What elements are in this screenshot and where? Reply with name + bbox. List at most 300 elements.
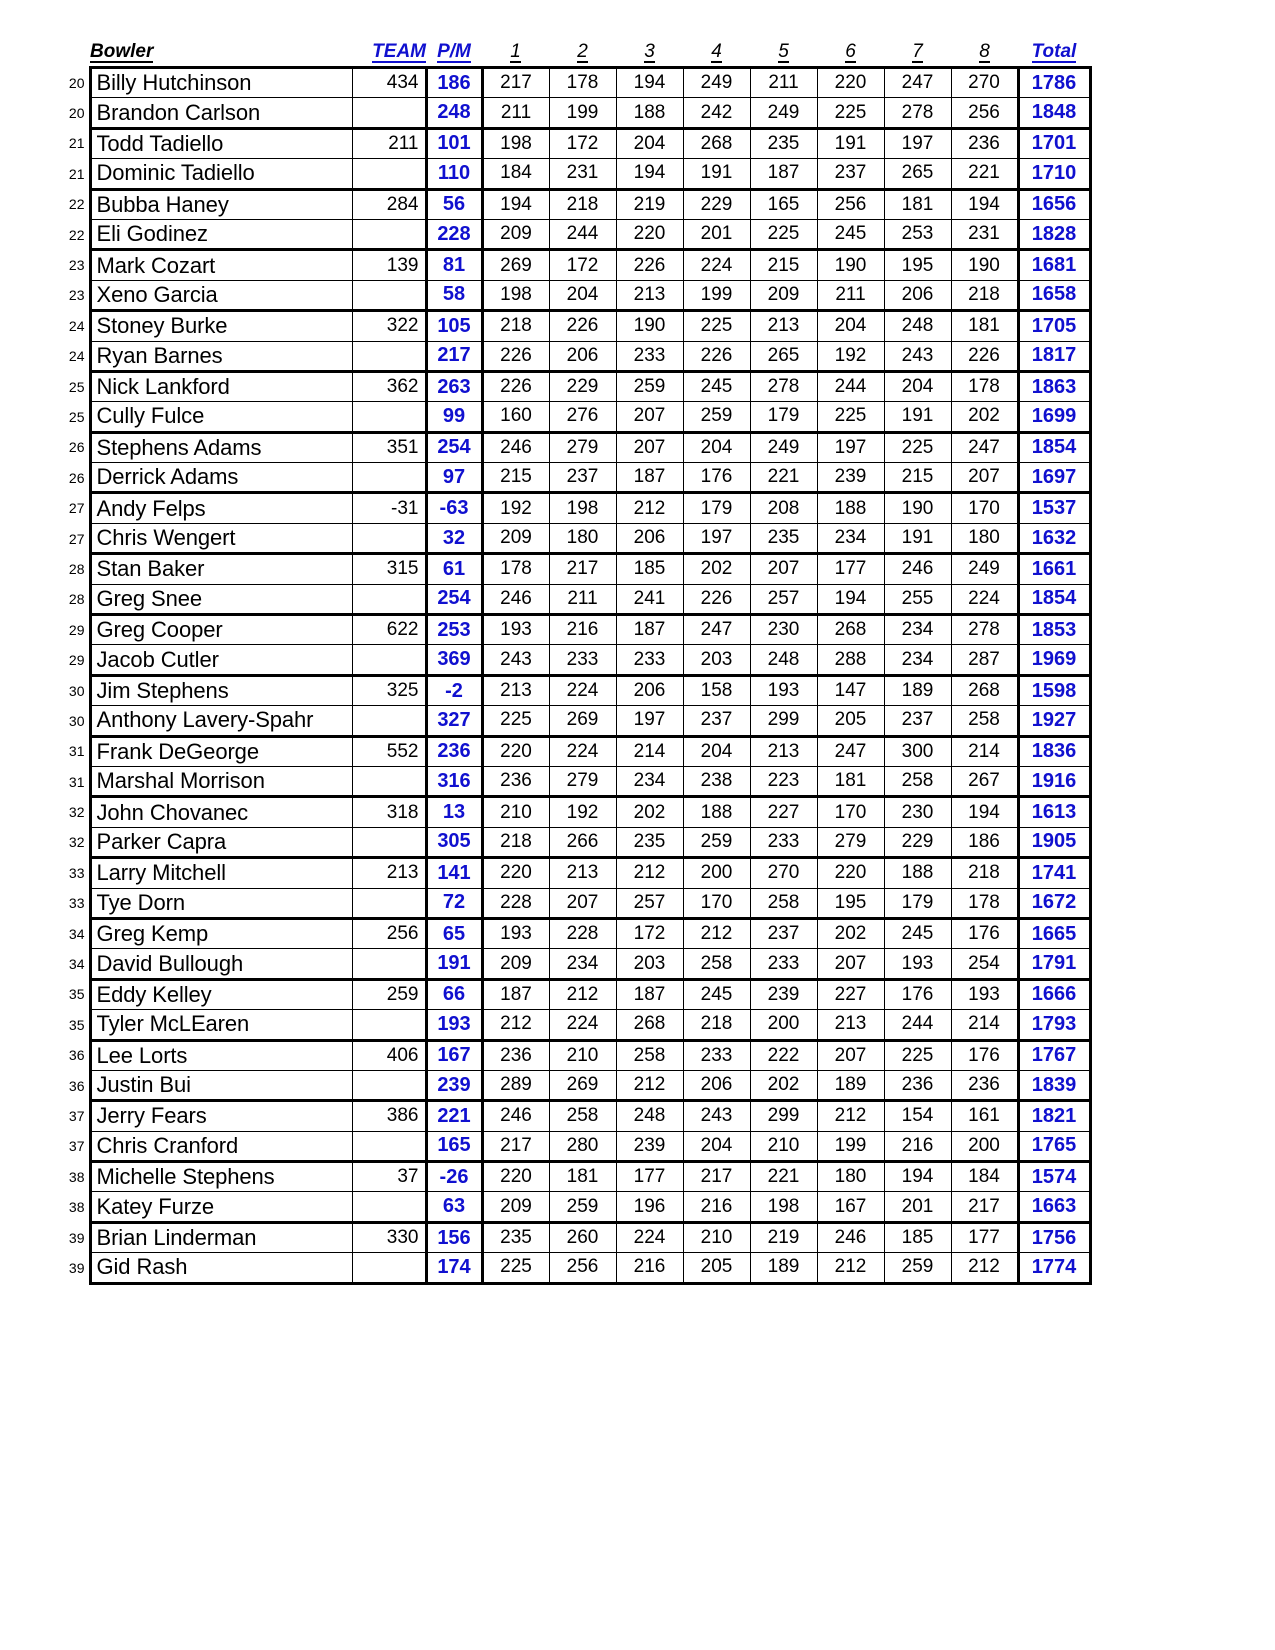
row-plus-minus: 239: [426, 1070, 482, 1100]
table-row: [62, 827, 1090, 857]
table-row: [62, 523, 1090, 553]
row-game-7: 216: [884, 1131, 951, 1161]
row-total: 1786: [1018, 68, 1090, 98]
row-total: 1848: [1018, 98, 1090, 128]
row-game-3: 219: [616, 189, 683, 219]
table-row: [62, 645, 1090, 675]
row-bowler-name: Stephens Adams: [90, 432, 352, 462]
row-game-6: 212: [817, 1253, 884, 1283]
row-game-8: 247: [951, 432, 1018, 462]
header-game-4[interactable]: [683, 38, 750, 68]
row-game-8: 178: [951, 371, 1018, 401]
row-game-4: 191: [683, 159, 750, 189]
row-game-8: 270: [951, 68, 1018, 98]
row-game-5: 239: [750, 979, 817, 1009]
bowling-scores-table: [62, 38, 1092, 1285]
row-game-7: 179: [884, 888, 951, 918]
row-game-3: 216: [616, 1253, 683, 1283]
row-game-8: 186: [951, 827, 1018, 857]
row-game-2: 207: [549, 888, 616, 918]
row-bowler-name: Stan Baker: [90, 554, 352, 584]
row-game-8: 181: [951, 311, 1018, 341]
row-total: 1658: [1018, 280, 1090, 310]
row-team-score: -31: [352, 493, 426, 523]
row-game-1: 289: [482, 1070, 549, 1100]
row-game-2: 212: [549, 979, 616, 1009]
row-rank: 25: [68, 378, 85, 395]
row-rank: 36: [68, 1047, 85, 1064]
header-total[interactable]: [1018, 38, 1090, 68]
row-game-6: 227: [817, 979, 884, 1009]
row-game-7: 253: [884, 219, 951, 249]
row-game-6: 247: [817, 736, 884, 766]
row-rank: 28: [68, 591, 85, 608]
row-team-score: [352, 523, 426, 553]
row-team-score: [352, 827, 426, 857]
row-game-8: 278: [951, 615, 1018, 645]
table-row: [62, 159, 1090, 189]
row-plus-minus: 65: [426, 918, 482, 948]
row-game-1: 187: [482, 979, 549, 1009]
row-bowler-name: Jim Stephens: [90, 675, 352, 705]
row-game-1: 236: [482, 1040, 549, 1070]
row-plus-minus: 174: [426, 1253, 482, 1283]
row-game-6: 191: [817, 128, 884, 158]
table-row: [62, 280, 1090, 310]
row-game-2: 260: [549, 1222, 616, 1252]
row-game-7: 244: [884, 1010, 951, 1040]
row-game-3: 187: [616, 979, 683, 1009]
row-game-8: 268: [951, 675, 1018, 705]
row-rank: 29: [68, 652, 85, 669]
row-game-3: 194: [616, 159, 683, 189]
row-game-5: 258: [750, 888, 817, 918]
row-game-6: 225: [817, 98, 884, 128]
row-game-5: 227: [750, 797, 817, 827]
row-game-1: 198: [482, 128, 549, 158]
row-team-score: 330: [352, 1222, 426, 1252]
row-plus-minus: 101: [426, 128, 482, 158]
row-game-8: 180: [951, 523, 1018, 553]
row-game-5: 207: [750, 554, 817, 584]
header-game-5-label: 5: [778, 40, 789, 62]
row-game-7: 225: [884, 432, 951, 462]
row-total: 1632: [1018, 523, 1090, 553]
row-rank: 35: [68, 986, 85, 1003]
row-team-score: [352, 219, 426, 249]
table-row: [62, 189, 1090, 219]
row-game-2: 211: [549, 584, 616, 614]
row-game-5: 200: [750, 1010, 817, 1040]
row-game-3: 212: [616, 493, 683, 523]
row-game-2: 206: [549, 341, 616, 371]
row-game-7: 185: [884, 1222, 951, 1252]
row-team-score: 37: [352, 1162, 426, 1192]
row-game-1: 212: [482, 1010, 549, 1040]
row-game-3: 207: [616, 432, 683, 462]
header-team[interactable]: [352, 38, 426, 68]
row-rank: 32: [68, 804, 85, 821]
row-bowler-name: Jacob Cutler: [90, 645, 352, 675]
table-row: [62, 402, 1090, 432]
row-game-4: 210: [683, 1222, 750, 1252]
row-plus-minus: 99: [426, 402, 482, 432]
row-rank: 38: [68, 1199, 85, 1216]
row-game-8: 190: [951, 250, 1018, 280]
row-game-1: 217: [482, 1131, 549, 1161]
row-bowler-name: Greg Cooper: [90, 615, 352, 645]
row-rank: 31: [68, 743, 85, 760]
row-game-4: 199: [683, 280, 750, 310]
row-game-1: 210: [482, 797, 549, 827]
row-game-5: 202: [750, 1070, 817, 1100]
row-game-2: 224: [549, 1010, 616, 1040]
table-row: [62, 1131, 1090, 1161]
row-game-4: 237: [683, 706, 750, 736]
row-plus-minus: 248: [426, 98, 482, 128]
row-game-8: 221: [951, 159, 1018, 189]
row-game-3: 257: [616, 888, 683, 918]
row-game-5: 265: [750, 341, 817, 371]
row-game-5: 198: [750, 1192, 817, 1222]
row-plus-minus: 105: [426, 311, 482, 341]
row-game-2: 204: [549, 280, 616, 310]
table-row: [62, 128, 1090, 158]
row-game-1: 193: [482, 615, 549, 645]
row-bowler-name: Stoney Burke: [90, 311, 352, 341]
row-game-8: 170: [951, 493, 1018, 523]
row-game-7: 225: [884, 1040, 951, 1070]
row-rank: 27: [68, 530, 85, 547]
row-game-4: 206: [683, 1070, 750, 1100]
row-total: 1663: [1018, 1192, 1090, 1222]
row-game-6: 234: [817, 523, 884, 553]
row-game-4: 217: [683, 1162, 750, 1192]
row-total: 1765: [1018, 1131, 1090, 1161]
row-game-8: 267: [951, 766, 1018, 796]
row-game-7: 278: [884, 98, 951, 128]
row-game-2: 244: [549, 219, 616, 249]
row-game-6: 189: [817, 1070, 884, 1100]
row-game-5: 249: [750, 98, 817, 128]
row-game-7: 245: [884, 918, 951, 948]
row-game-8: 218: [951, 858, 1018, 888]
row-rank: 28: [68, 560, 85, 577]
row-total: 1656: [1018, 189, 1090, 219]
row-game-8: 202: [951, 402, 1018, 432]
table-row: [62, 1253, 1090, 1283]
row-team-score: 434: [352, 68, 426, 98]
row-game-4: 233: [683, 1040, 750, 1070]
row-game-3: 207: [616, 402, 683, 432]
row-bowler-name: Derrick Adams: [90, 463, 352, 493]
row-game-4: 197: [683, 523, 750, 553]
row-game-7: 248: [884, 311, 951, 341]
row-bowler-name: Dominic Tadiello: [90, 159, 352, 189]
row-game-1: 215: [482, 463, 549, 493]
row-game-2: 279: [549, 432, 616, 462]
row-rank: 39: [68, 1229, 85, 1246]
row-game-7: 181: [884, 189, 951, 219]
row-game-2: 210: [549, 1040, 616, 1070]
row-game-1: 225: [482, 706, 549, 736]
row-game-7: 258: [884, 766, 951, 796]
row-plus-minus: 167: [426, 1040, 482, 1070]
row-game-6: 194: [817, 584, 884, 614]
row-team-score: 552: [352, 736, 426, 766]
header-game-8[interactable]: [951, 38, 1018, 68]
row-game-3: 172: [616, 918, 683, 948]
row-game-4: 238: [683, 766, 750, 796]
header-game-2-label: 2: [577, 40, 588, 62]
row-game-5: 209: [750, 280, 817, 310]
row-game-7: 246: [884, 554, 951, 584]
row-game-2: 237: [549, 463, 616, 493]
row-team-score: [352, 888, 426, 918]
row-game-2: 181: [549, 1162, 616, 1192]
row-game-3: 214: [616, 736, 683, 766]
table-row: [62, 1070, 1090, 1100]
table-body: [62, 68, 1090, 1284]
header-game-6[interactable]: [817, 38, 884, 68]
row-game-3: 212: [616, 858, 683, 888]
row-game-1: 220: [482, 1162, 549, 1192]
row-game-5: 221: [750, 463, 817, 493]
row-game-6: 181: [817, 766, 884, 796]
row-game-1: 226: [482, 341, 549, 371]
row-plus-minus: 228: [426, 219, 482, 249]
row-game-3: 197: [616, 706, 683, 736]
row-team-score: 622: [352, 615, 426, 645]
row-game-3: 235: [616, 827, 683, 857]
row-bowler-name: Anthony Lavery-Spahr: [90, 706, 352, 736]
row-game-8: 214: [951, 1010, 1018, 1040]
row-game-2: 259: [549, 1192, 616, 1222]
row-bowler-name: Gid Rash: [90, 1253, 352, 1283]
row-game-4: 247: [683, 615, 750, 645]
row-bowler-name: Cully Fulce: [90, 402, 352, 432]
row-total: 1854: [1018, 584, 1090, 614]
row-game-4: 204: [683, 736, 750, 766]
row-game-7: 197: [884, 128, 951, 158]
row-game-4: 204: [683, 432, 750, 462]
row-game-5: 215: [750, 250, 817, 280]
row-game-4: 188: [683, 797, 750, 827]
table-row: [62, 371, 1090, 401]
row-game-7: 215: [884, 463, 951, 493]
row-game-5: 230: [750, 615, 817, 645]
row-rank: 25: [68, 408, 85, 425]
row-game-7: 234: [884, 615, 951, 645]
row-rank: 33: [68, 864, 85, 881]
row-rank: 36: [68, 1077, 85, 1094]
row-game-3: 233: [616, 645, 683, 675]
row-bowler-name: Justin Bui: [90, 1070, 352, 1100]
row-plus-minus: 32: [426, 523, 482, 553]
row-bowler-name: Larry Mitchell: [90, 858, 352, 888]
row-game-8: 212: [951, 1253, 1018, 1283]
row-bowler-name: Chris Wengert: [90, 523, 352, 553]
row-game-5: 299: [750, 1101, 817, 1131]
table-row: [62, 341, 1090, 371]
row-rank: 31: [68, 773, 85, 790]
row-plus-minus: 72: [426, 888, 482, 918]
row-total: 1574: [1018, 1162, 1090, 1192]
row-game-1: 246: [482, 584, 549, 614]
row-game-8: 231: [951, 219, 1018, 249]
row-team-score: [352, 706, 426, 736]
row-game-2: 199: [549, 98, 616, 128]
row-game-4: 204: [683, 1131, 750, 1161]
row-game-3: 259: [616, 371, 683, 401]
table-row: [62, 250, 1090, 280]
row-game-1: 209: [482, 523, 549, 553]
header-rank: [62, 38, 90, 68]
row-game-3: 206: [616, 675, 683, 705]
row-bowler-name: Greg Snee: [90, 584, 352, 614]
row-rank: 24: [68, 348, 85, 365]
row-game-1: 246: [482, 432, 549, 462]
row-game-7: 255: [884, 584, 951, 614]
table-row: [62, 918, 1090, 948]
row-game-1: 209: [482, 219, 549, 249]
table-row: [62, 766, 1090, 796]
row-plus-minus: 305: [426, 827, 482, 857]
row-rank: 22: [68, 196, 85, 213]
row-team-score: 386: [352, 1101, 426, 1131]
row-game-7: 191: [884, 402, 951, 432]
row-team-score: [352, 949, 426, 979]
row-game-4: 229: [683, 189, 750, 219]
row-game-1: 198: [482, 280, 549, 310]
header-game-7[interactable]: [884, 38, 951, 68]
row-game-5: 213: [750, 736, 817, 766]
row-game-2: 266: [549, 827, 616, 857]
row-game-4: 202: [683, 554, 750, 584]
row-game-2: 256: [549, 1253, 616, 1283]
row-game-3: 190: [616, 311, 683, 341]
row-game-2: 180: [549, 523, 616, 553]
row-game-8: 176: [951, 1040, 1018, 1070]
row-game-2: 234: [549, 949, 616, 979]
row-game-2: 172: [549, 250, 616, 280]
row-game-7: 189: [884, 675, 951, 705]
row-game-8: 218: [951, 280, 1018, 310]
row-game-1: 225: [482, 1253, 549, 1283]
row-game-1: 243: [482, 645, 549, 675]
row-game-7: 201: [884, 1192, 951, 1222]
row-game-3: 233: [616, 341, 683, 371]
row-team-score: [352, 341, 426, 371]
table-row: [62, 1040, 1090, 1070]
header-game-1[interactable]: [482, 38, 549, 68]
header-game-5[interactable]: [750, 38, 817, 68]
row-game-6: 220: [817, 858, 884, 888]
row-rank: 37: [68, 1138, 85, 1155]
row-team-score: [352, 402, 426, 432]
row-game-4: 218: [683, 1010, 750, 1040]
row-game-4: 170: [683, 888, 750, 918]
row-bowler-name: Parker Capra: [90, 827, 352, 857]
row-plus-minus: 66: [426, 979, 482, 1009]
row-game-1: 218: [482, 827, 549, 857]
row-game-7: 190: [884, 493, 951, 523]
row-game-3: 196: [616, 1192, 683, 1222]
table-header: [62, 38, 1090, 68]
header-pm[interactable]: [426, 38, 482, 68]
row-game-6: 237: [817, 159, 884, 189]
header-game-2[interactable]: [549, 38, 616, 68]
row-game-2: 228: [549, 918, 616, 948]
row-plus-minus: 254: [426, 432, 482, 462]
row-game-3: 187: [616, 463, 683, 493]
header-bowler[interactable]: [90, 38, 352, 68]
row-game-7: 243: [884, 341, 951, 371]
table-row: [62, 219, 1090, 249]
row-game-4: 200: [683, 858, 750, 888]
row-game-4: 268: [683, 128, 750, 158]
header-row: [62, 38, 1090, 68]
row-plus-minus: 316: [426, 766, 482, 796]
table-row: [62, 888, 1090, 918]
row-total: 1821: [1018, 1101, 1090, 1131]
row-game-4: 179: [683, 493, 750, 523]
row-game-7: 204: [884, 371, 951, 401]
row-plus-minus: 186: [426, 68, 482, 98]
header-game-3[interactable]: [616, 38, 683, 68]
row-game-2: 269: [549, 706, 616, 736]
row-game-3: 258: [616, 1040, 683, 1070]
row-plus-minus: 56: [426, 189, 482, 219]
row-bowler-name: Brian Linderman: [90, 1222, 352, 1252]
row-game-5: 249: [750, 432, 817, 462]
header-bowler-label: Bowler: [90, 40, 154, 62]
row-plus-minus: -63: [426, 493, 482, 523]
row-game-8: 236: [951, 1070, 1018, 1100]
row-game-5: 208: [750, 493, 817, 523]
row-team-score: 362: [352, 371, 426, 401]
row-game-4: 176: [683, 463, 750, 493]
row-rank: 39: [68, 1259, 85, 1276]
table-row: [62, 736, 1090, 766]
row-game-6: 205: [817, 706, 884, 736]
row-game-5: 225: [750, 219, 817, 249]
table-row: [62, 584, 1090, 614]
row-game-5: 299: [750, 706, 817, 736]
row-game-8: 161: [951, 1101, 1018, 1131]
row-game-2: 218: [549, 189, 616, 219]
row-total: 1701: [1018, 128, 1090, 158]
row-game-5: 179: [750, 402, 817, 432]
row-game-6: 170: [817, 797, 884, 827]
row-plus-minus: -26: [426, 1162, 482, 1192]
header-pm-label: P/M: [437, 40, 471, 62]
row-plus-minus: 191: [426, 949, 482, 979]
row-game-8: 178: [951, 888, 1018, 918]
row-game-4: 259: [683, 402, 750, 432]
row-game-8: 184: [951, 1162, 1018, 1192]
row-rank: 29: [68, 621, 85, 638]
row-game-6: 207: [817, 1040, 884, 1070]
row-rank: 38: [68, 1168, 85, 1185]
row-game-6: 213: [817, 1010, 884, 1040]
row-bowler-name: Brandon Carlson: [90, 98, 352, 128]
row-game-7: 247: [884, 68, 951, 98]
row-game-3: 234: [616, 766, 683, 796]
row-game-4: 259: [683, 827, 750, 857]
row-game-2: 224: [549, 736, 616, 766]
row-game-4: 158: [683, 675, 750, 705]
